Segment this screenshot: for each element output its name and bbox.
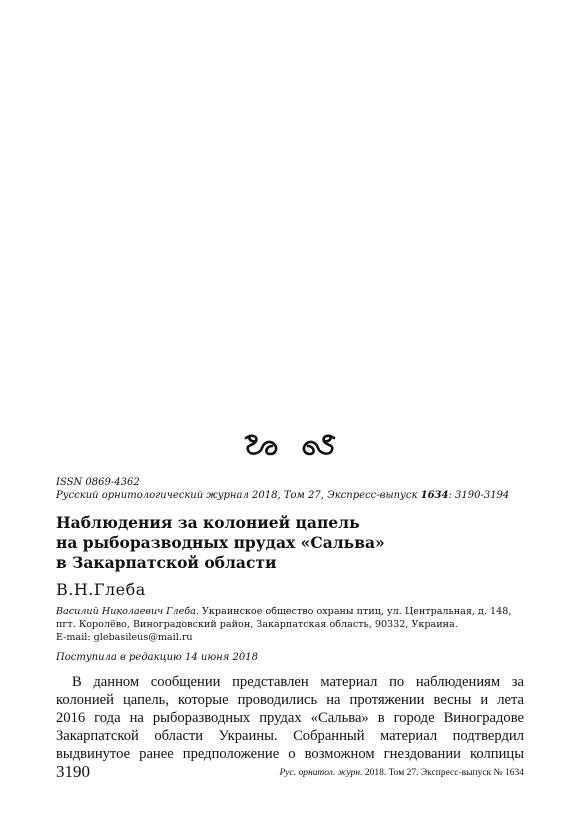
publication-meta xyxy=(56,476,509,502)
author-name: В.Н.Глеба xyxy=(56,580,146,599)
abstract-line: 2016 года на рыборазводных прудах «Сальва» в городе Виноградове xyxy=(56,710,524,726)
fleuron-icon xyxy=(242,432,338,458)
citation-pages: : 3190-3194 xyxy=(448,490,510,501)
abstract-line: выдвинутое ранее предположение о возможном гнездовании колпицы xyxy=(56,746,524,762)
fleuron-ornament xyxy=(0,432,580,458)
article-abstract xyxy=(56,673,524,763)
journal-abbreviation: Рус. орнитол. журн. xyxy=(279,768,363,778)
page-number: 3190 xyxy=(56,762,90,781)
title-line: в Закарпатской области xyxy=(56,553,277,572)
title-line: Наблюдения за колонией цапель xyxy=(56,513,360,532)
affiliation-address: пгт. Королёво, Виноградовский район, Закарпатская область, 90332, Украина. xyxy=(56,619,458,630)
citation-issue: 1634 xyxy=(420,490,449,501)
citation-journal: Русский орнитологический журнал 2018, Том 27, Экспресс-выпуск xyxy=(56,490,421,501)
affiliation-author-name: Василий Николаевич Глеба. xyxy=(56,606,199,617)
abstract-line: колонией цапель, которые проводились на протяжении весны и лета xyxy=(56,692,524,708)
author-affiliation xyxy=(56,605,526,644)
abstract-line: Закарпатской области Украины. Собранный материал подтвердил xyxy=(56,728,524,744)
issn-line: ISSN 0869-4362 xyxy=(56,477,140,488)
article-title xyxy=(56,513,526,573)
author-email: E-mail: glebasileus@mail.ru xyxy=(56,632,193,643)
running-footer xyxy=(279,767,524,779)
citation-line xyxy=(56,489,509,502)
affiliation-line xyxy=(56,605,526,618)
title-line: на рыборазводных прудах «Сальва» xyxy=(56,533,385,552)
abstract-line: В данном сообщении представлен материал по наблюдениям за xyxy=(72,674,524,690)
journal-issue-info: 2018. Том 27. Экспресс-выпуск № 1634 xyxy=(362,768,524,778)
received-date: Поступила в редакцию 14 июня 2018 xyxy=(56,652,258,663)
affiliation-org: Украинское общество охраны птиц, ул. Центральная, д. 148, xyxy=(198,606,512,617)
